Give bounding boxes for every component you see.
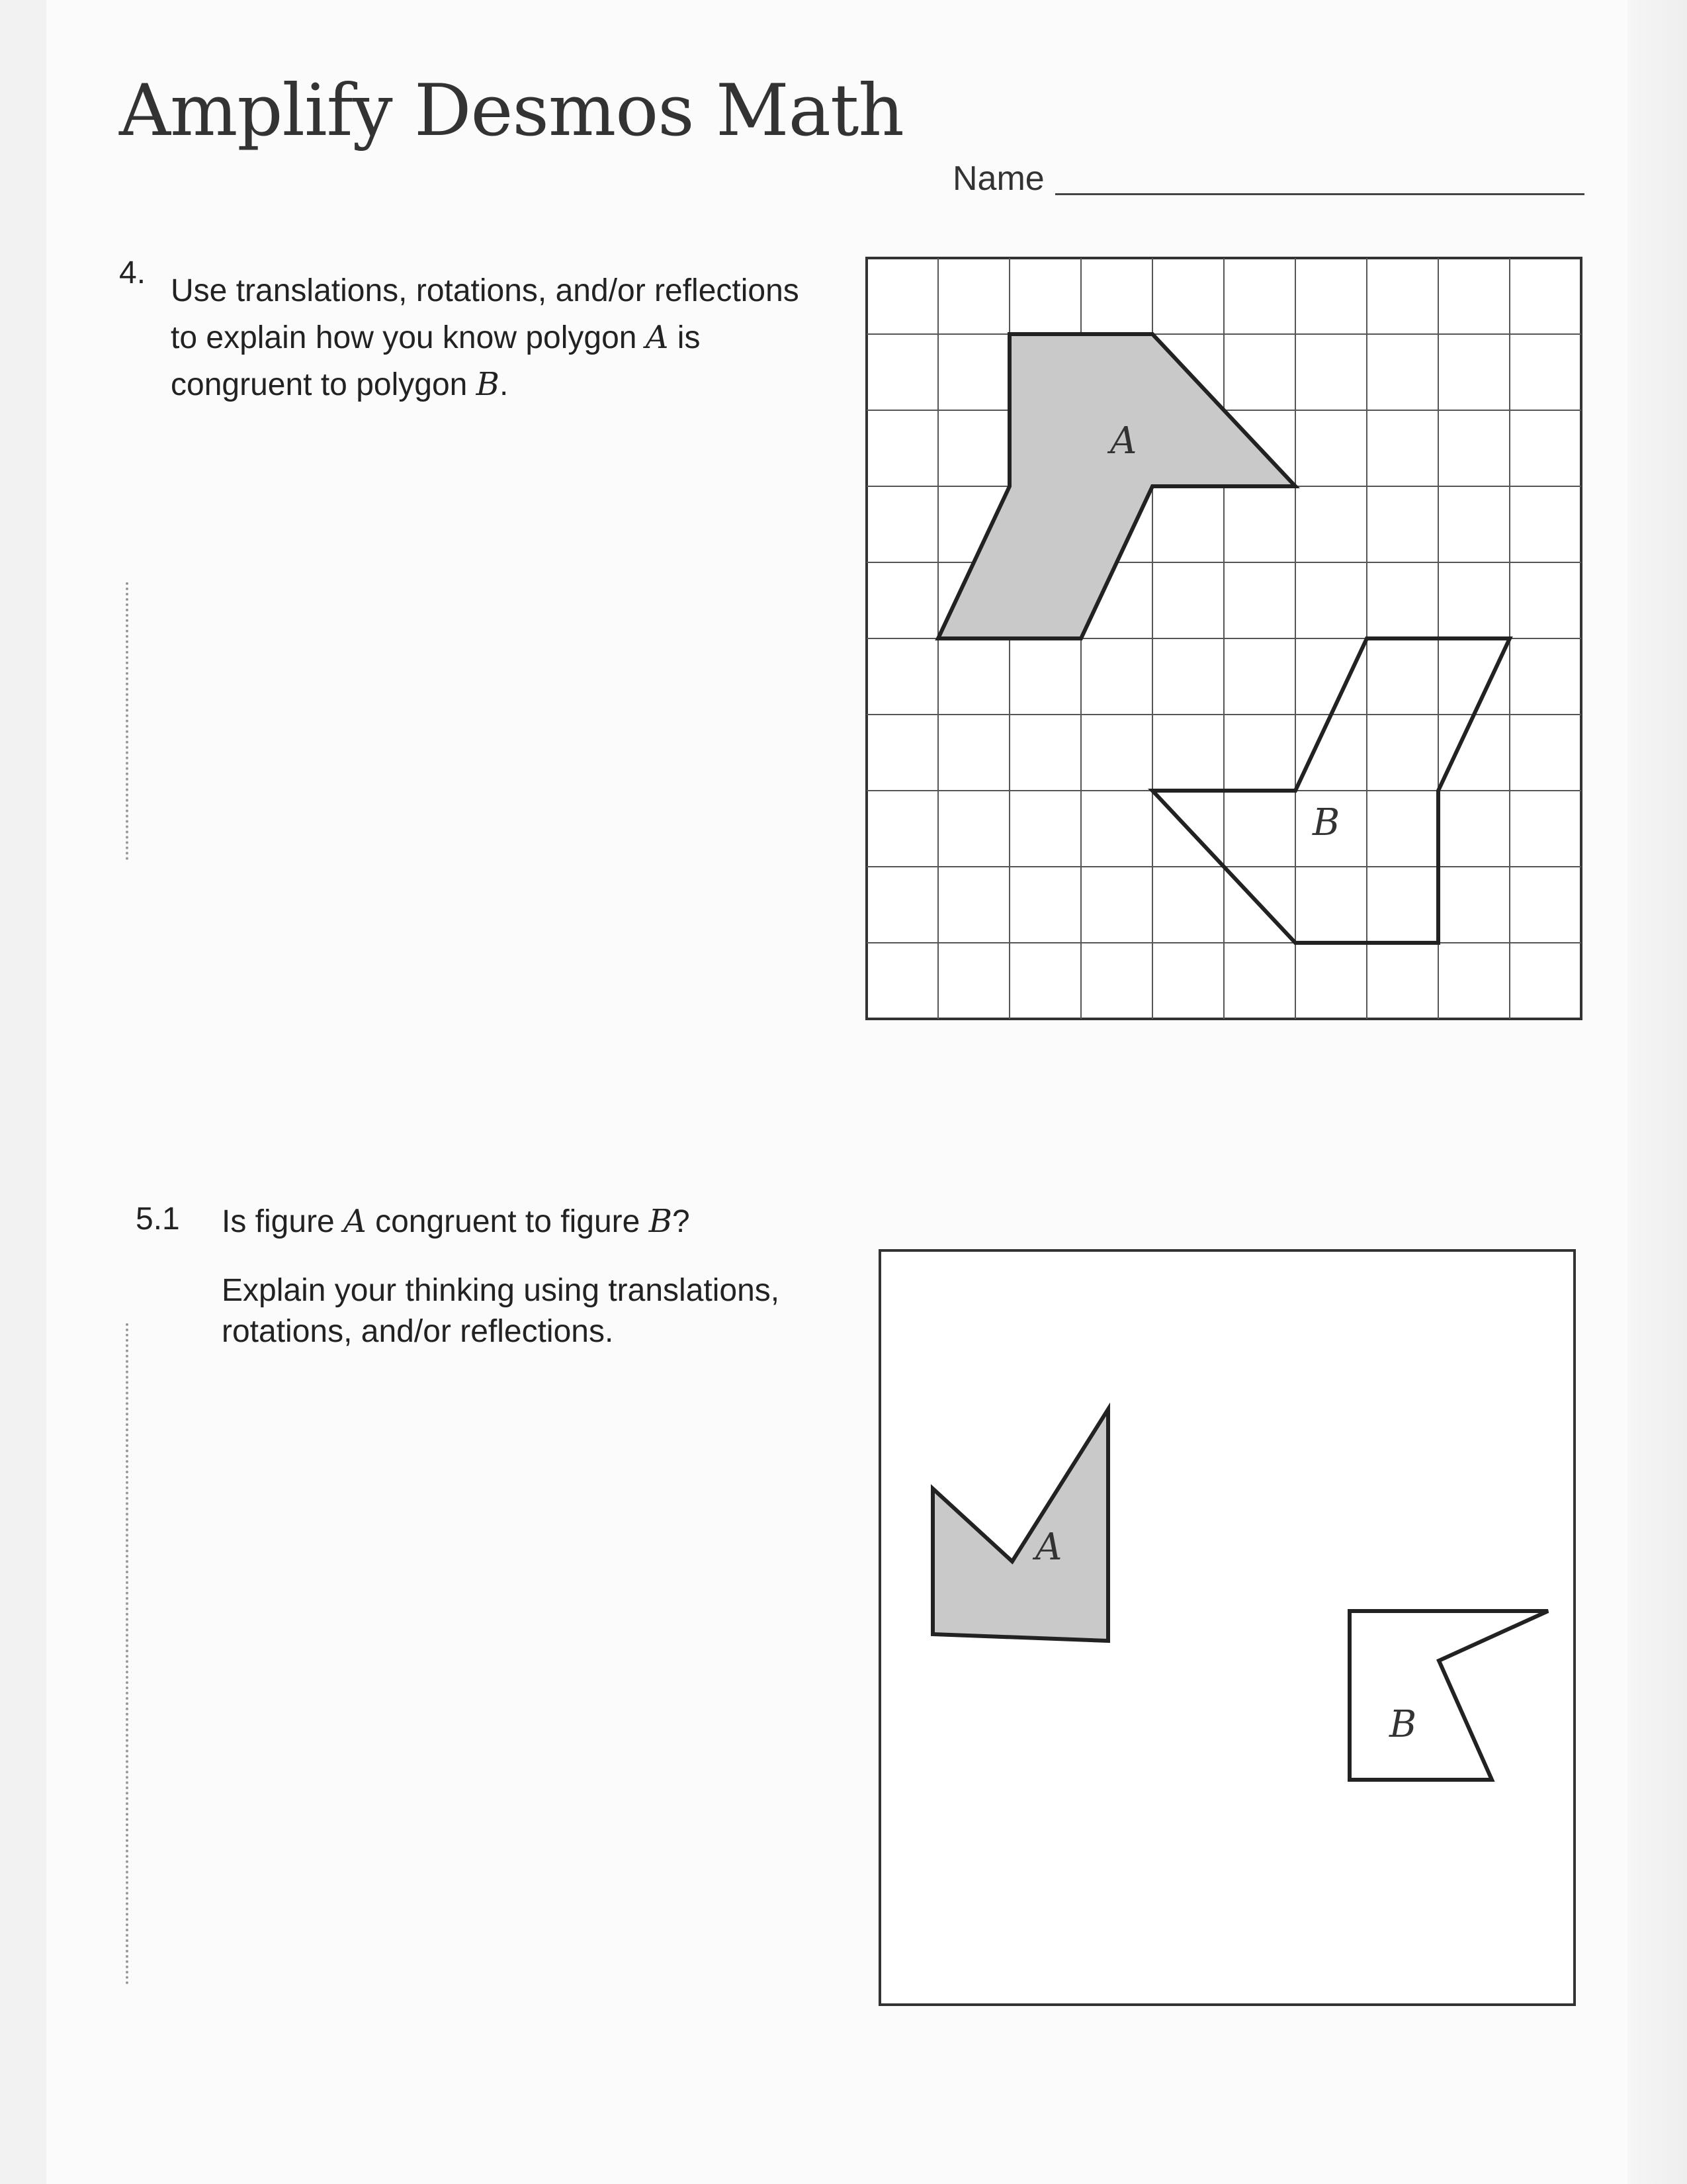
question-4-number: 4. — [119, 255, 146, 290]
name-label: Name — [953, 159, 1045, 198]
question-4-line-3: congruent to polygon B. — [171, 366, 509, 403]
margin-specks-lower — [126, 1323, 175, 1985]
page-left-shadow — [0, 0, 46, 2184]
question-4-line-2: to explain how you know polygon A is — [171, 319, 701, 356]
polygon-b-label: B — [1313, 801, 1340, 844]
polygon-a-variable: A — [645, 319, 669, 356]
figure-a-variable: A — [343, 1203, 367, 1240]
question-4-grid-figure — [860, 251, 1588, 1032]
question-5-1-text — [222, 1201, 779, 1380]
name-field-line[interactable] — [1055, 193, 1584, 195]
page-right-shadow — [1627, 0, 1687, 2184]
polygon-b-variable: B — [476, 366, 499, 403]
figure-b-label: B — [1389, 1703, 1417, 1746]
question-5-1-figure — [873, 1244, 1594, 2018]
question-4-line-1: Use translations, rotations, and/or reflections — [171, 273, 799, 308]
figure-b-variable: B — [648, 1203, 672, 1240]
question-5-1-explain: Explain your thinking using translations, rotations, and/or reflections. — [222, 1273, 780, 1349]
question-4-text — [171, 268, 799, 408]
margin-specks-upper — [126, 582, 175, 860]
question-5-1-number: 5.1 — [136, 1201, 180, 1237]
polygon-a-label: A — [1110, 419, 1137, 462]
figure-a-label: A — [1035, 1526, 1062, 1569]
question-5-1-prompt: Is figure A congruent to figure B? — [222, 1203, 690, 1240]
brand-title: Amplify Desmos Math — [119, 69, 904, 152]
